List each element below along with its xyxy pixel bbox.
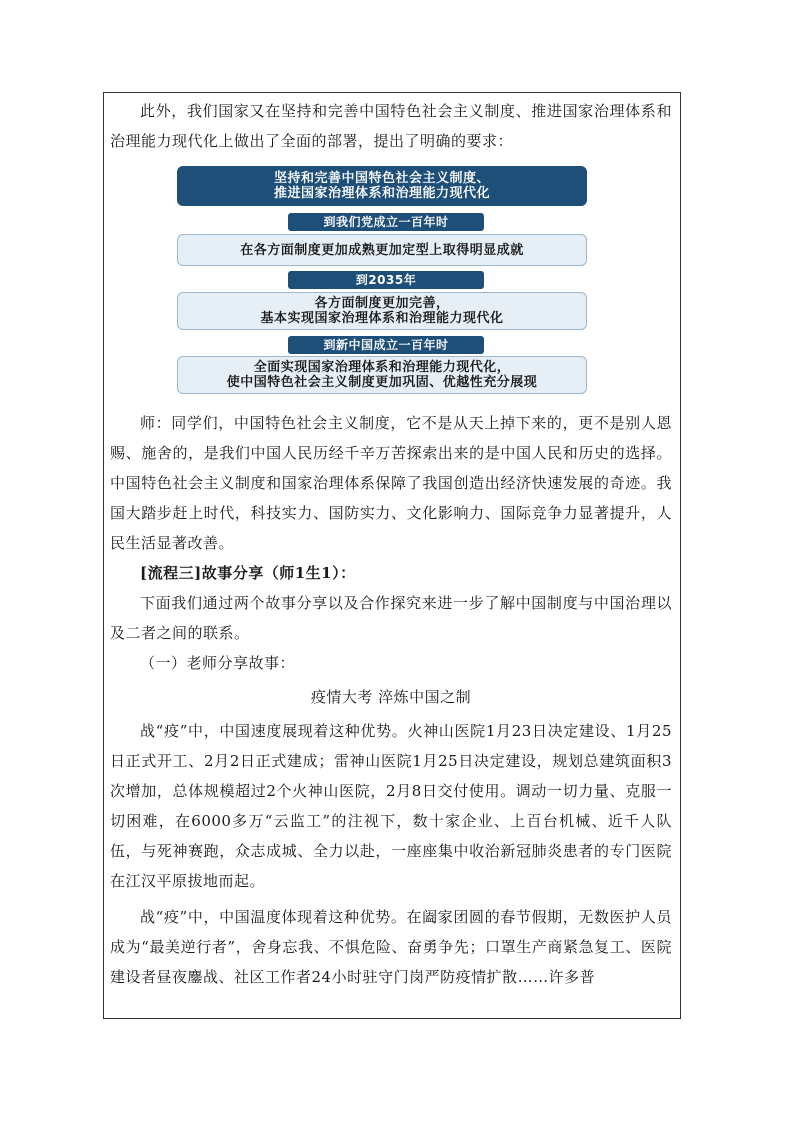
document-body xyxy=(110,96,672,992)
stage-text-3b: 使中国特色社会主义制度更加巩固、优越性充分展现 xyxy=(226,375,538,390)
stage-box-1 xyxy=(177,234,587,266)
diagram-title-bar xyxy=(177,166,587,206)
goals-diagram xyxy=(110,166,672,392)
stage-label-2: 到2035年 xyxy=(288,271,484,289)
intro-paragraph: 此外，我们国家又在坚持和完善中国特色社会主义制度、推进国家治理体系和治理能力现代化上做出了全面的部署，提出了明确的要求： xyxy=(110,102,672,150)
stage-text-2b: 基本实现国家治理体系和治理能力现代化 xyxy=(260,311,504,326)
stage-text-3a: 全面实现国家治理体系和治理能力现代化， xyxy=(253,360,511,375)
diagram-title-line1: 坚持和完善中国特色社会主义制度、 xyxy=(273,171,490,186)
stage-box-2 xyxy=(177,292,587,330)
stage-label-1: 到我们党成立一百年时 xyxy=(288,213,484,231)
story-paragraph-2: 战“疫”中，中国温度体现着这种优势。在阖家团圆的春节假期，无数医护人员成为“最美逆行者”，舍身忘我、不惧危险、奋勇争先；口罩生产商紧急复工、医院建设者昼夜鏖战、社区工作者24小时驻守门岗严防疫情扩散……许多普 xyxy=(110,908,672,986)
stage-text-1: 在各方面制度更加成熟更加定型上取得明显成就 xyxy=(240,242,524,258)
section-intro: 下面我们通过两个故事分享以及合作探究来进一步了解中国制度与中国治理以及二者之间的联系。 xyxy=(110,594,672,642)
stage-text-2a: 各方面制度更加完善， xyxy=(314,296,450,311)
stage-label-3: 到新中国成立一百年时 xyxy=(288,336,484,354)
story-title: 疫情大考 淬炼中国之制 xyxy=(310,688,472,706)
stage-box-3 xyxy=(177,356,587,394)
story-paragraph-1: 战“疫”中，中国速度展现着这种优势。火神山医院1月23日决定建设、1月25日正式开工、2月2日正式建成；雷神山医院1月25日决定建设，规划总建筑面积3次增加，总体规模超过2个火神山医院，2月8日交付使用。调动一切力量、克服一切困难，在6000多万“云监工”的注视下，数十家企业、上百台机械、近千人队伍，与死神赛跑，众志成城、全力以赴，一座座集中收治新冠肺炎患者的专门医院在江汉平原拔地而起。 xyxy=(110,722,672,890)
sub-heading: （一）老师分享故事： xyxy=(140,654,296,672)
section-heading: [流程三]故事分享（师1生1）： xyxy=(140,564,356,582)
teacher-remark: 师：同学们，中国特色社会主义制度，它不是从天上掉下来的，更不是别人恩赐、施舍的，是我们中国人民历经千辛万苦探索出来的是中国人民和历史的选择。中国特色社会主义制度和国家治理体系保障了我国创造出经济快速发展的奇迹。我国大踏步赶上时代，科技实力、国防实力、文化影响力、国际竞争力显著提升，人民生活显著改善。 xyxy=(110,414,672,552)
diagram-title-line2: 推进国家治理体系和治理能力现代化 xyxy=(273,186,490,201)
